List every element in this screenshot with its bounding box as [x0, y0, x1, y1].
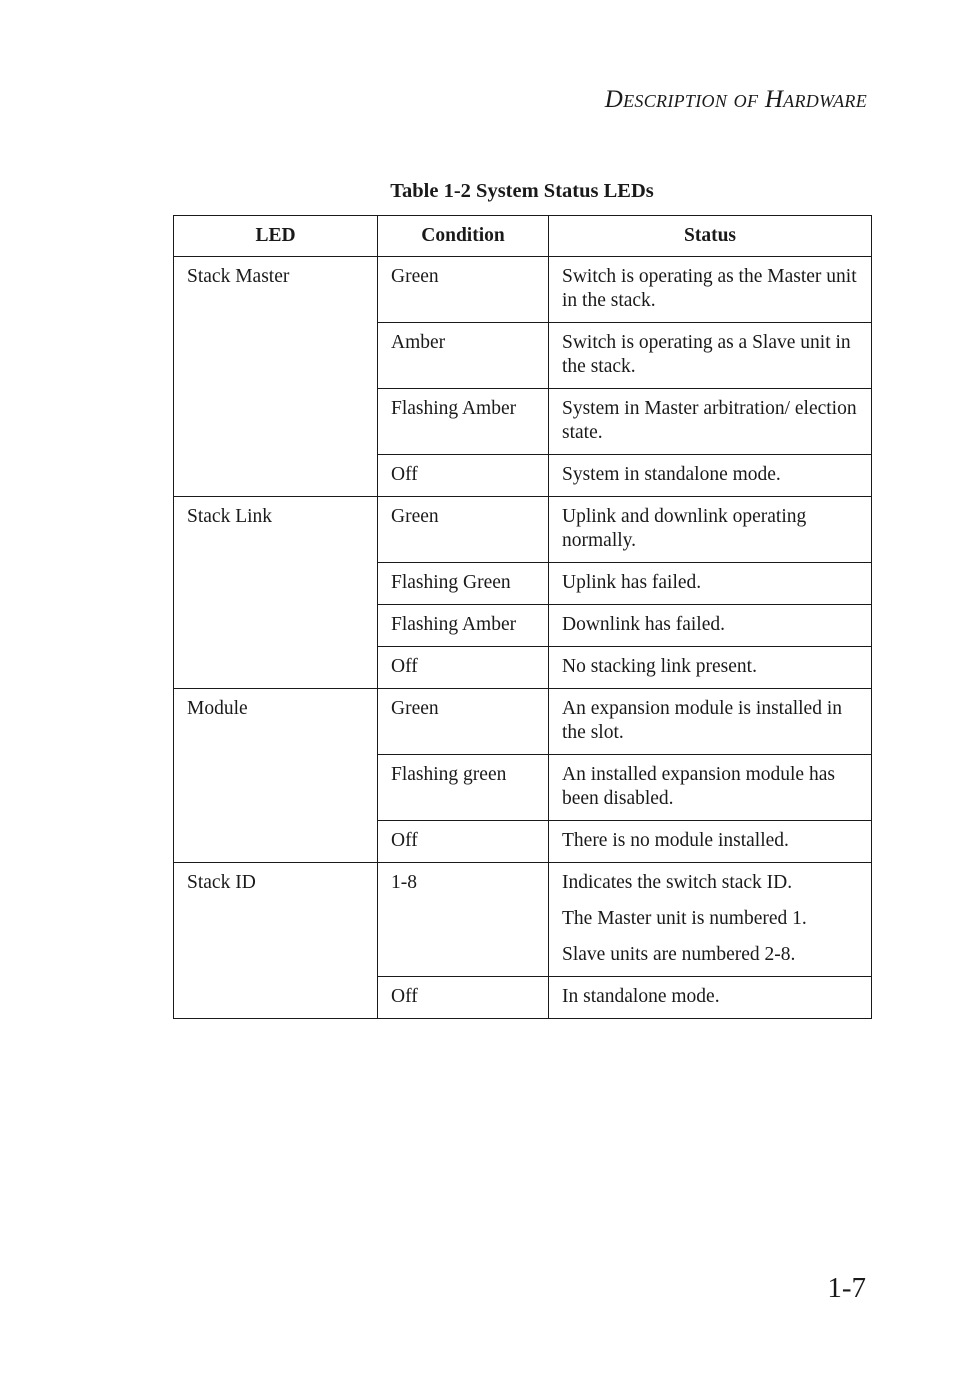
status-cell: [549, 497, 872, 563]
status-text: Indicates the switch stack ID.: [562, 872, 793, 893]
condition-cell: Amber: [378, 323, 549, 389]
status-text: Downlink has failed.: [562, 614, 726, 635]
condition-cell: Off: [378, 977, 549, 1019]
status-cell: [549, 755, 872, 821]
led-name-cell: Stack ID: [174, 863, 378, 1019]
status-text: System in Master arbitration/ election state.: [562, 398, 857, 443]
condition-cell: Off: [378, 647, 549, 689]
table-row: [174, 257, 872, 323]
status-cell: [549, 323, 872, 389]
table-caption: Table 1-2 System Status LEDs: [390, 180, 654, 202]
condition-cell: Off: [378, 821, 549, 863]
condition-cell: 1-8: [378, 863, 549, 977]
table-row: [174, 689, 872, 755]
condition-cell: Flashing Amber: [378, 605, 549, 647]
status-text: There is no module installed.: [562, 830, 789, 851]
led-name-cell: Stack Master: [174, 257, 378, 497]
status-cell: [549, 257, 872, 323]
status-text: Slave units are numbered 2-8.: [562, 944, 796, 965]
led-name-cell: Module: [174, 689, 378, 863]
status-text: Switch is operating as the Master unit in the stack.: [562, 266, 857, 311]
table-row: [174, 497, 872, 563]
condition-cell: Flashing Amber: [378, 389, 549, 455]
condition-cell: Off: [378, 455, 549, 497]
page-number: 1-7: [827, 1272, 866, 1304]
status-cell: [549, 605, 872, 647]
system-status-led-table: [173, 215, 872, 1019]
status-text: In standalone mode.: [562, 986, 720, 1007]
condition-cell: Green: [378, 689, 549, 755]
running-header: Description of Hardware: [604, 86, 867, 113]
status-cell: [549, 863, 872, 977]
column-header-status: Status: [549, 216, 872, 257]
status-cell: [549, 821, 872, 863]
status-cell: [549, 647, 872, 689]
status-text: Uplink and downlink operating normally.: [562, 506, 807, 551]
status-text: No stacking link present.: [562, 656, 757, 677]
status-text: An expansion module is installed in the slot.: [562, 698, 843, 743]
status-text: Switch is operating as a Slave unit in the stack.: [562, 332, 851, 377]
status-cell: [549, 455, 872, 497]
status-cell: [549, 689, 872, 755]
column-header-led: LED: [174, 216, 378, 257]
table-body: [174, 257, 872, 1019]
status-text: An installed expansion module has been disabled.: [562, 764, 835, 809]
status-text: The Master unit is numbered 1.: [562, 908, 807, 929]
status-cell: [549, 389, 872, 455]
condition-cell: Flashing Green: [378, 563, 549, 605]
condition-cell: Flashing green: [378, 755, 549, 821]
condition-cell: Green: [378, 497, 549, 563]
status-cell: [549, 977, 872, 1019]
table-row: [174, 863, 872, 977]
condition-cell: Green: [378, 257, 549, 323]
status-text: Uplink has failed.: [562, 572, 702, 593]
table-header-row: [174, 216, 872, 257]
status-cell: [549, 563, 872, 605]
column-header-condition: Condition: [378, 216, 549, 257]
led-name-cell: Stack Link: [174, 497, 378, 689]
status-text: System in standalone mode.: [562, 464, 781, 485]
